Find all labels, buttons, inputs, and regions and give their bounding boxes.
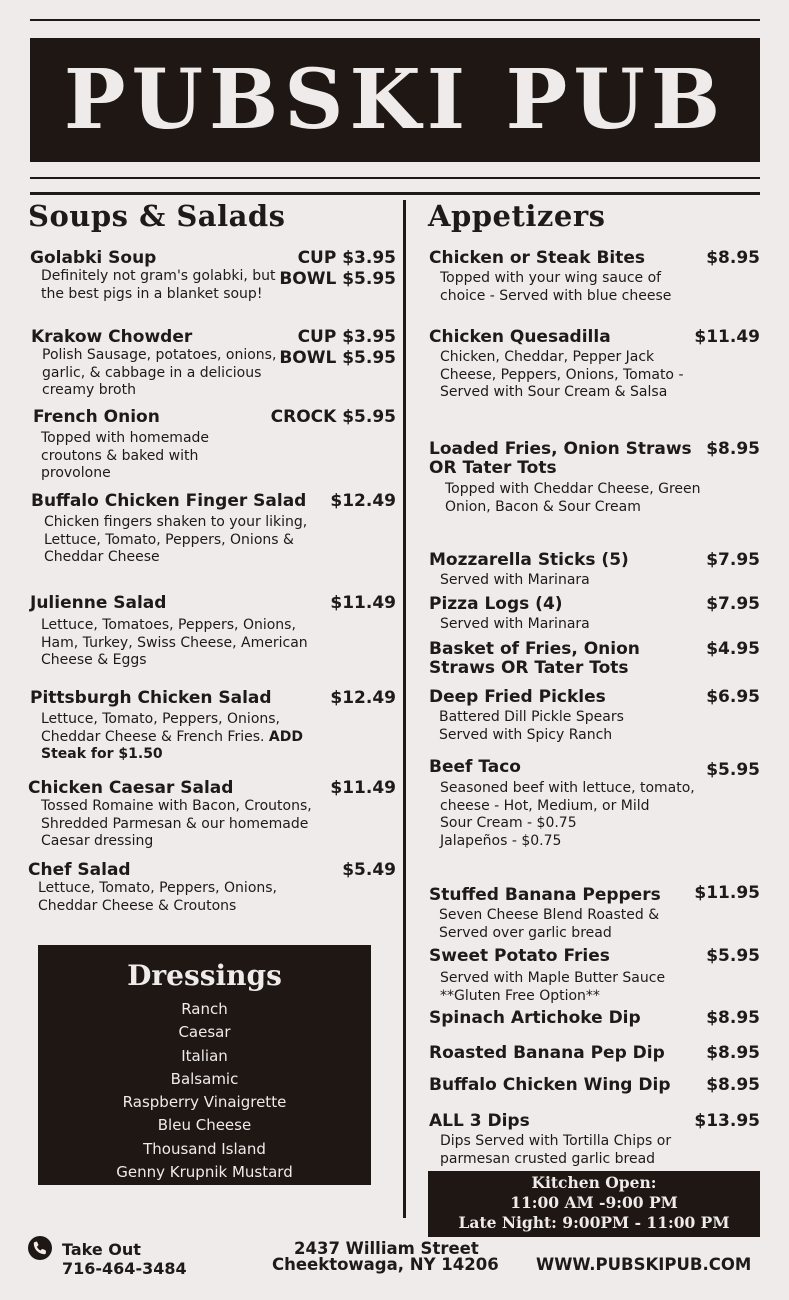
menu-item (429, 328, 760, 402)
item-price: $5.95 (706, 946, 760, 966)
item-price: $11.49 (330, 778, 396, 798)
dressing-item: Ranch (181, 1000, 228, 1018)
item-addon: ADD Steak for $1.50 (41, 728, 303, 762)
item-desc: Served with Marinara (440, 616, 590, 632)
title-banner (30, 38, 760, 162)
appetizers-heading: Appetizers (428, 199, 606, 233)
top-rule (30, 19, 760, 21)
item-desc: Dips Served with Tortilla Chips or parmesan crusted garlic bread (440, 1133, 672, 1167)
menu-item (429, 1112, 760, 1168)
item-name: Julienne Salad (30, 593, 167, 613)
kitchen-label: Kitchen Open: (531, 1173, 657, 1192)
menu-item (429, 595, 760, 634)
item-name: ALL 3 Dips (429, 1111, 530, 1131)
item-price: $8.95 (706, 1008, 760, 1028)
dressing-item: Italian (181, 1046, 228, 1065)
dressing-item: Balsamic (170, 1069, 239, 1088)
dressing-item: Genny Krupnik Mustard (116, 1163, 293, 1182)
item-name: Deep Fried Pickles (429, 687, 606, 707)
item-price-2: BOWL $5.95 (279, 269, 396, 289)
dressings-heading: Dressings (127, 959, 282, 992)
column-divider (403, 200, 406, 1218)
item-price: $5.49 (342, 860, 396, 880)
item-name: Sweet Potato Fries (429, 946, 610, 966)
item-price: $11.49 (694, 327, 760, 347)
dressing-item: Caesar (178, 1023, 231, 1042)
item-name: Pizza Logs (4) (429, 594, 563, 614)
kitchen-hours: 11:00 AM -9:00 PM (510, 1193, 678, 1212)
item-extra: **Gluten Free Option** (440, 987, 600, 1004)
item-extra: Sour Cream - $0.75 (440, 815, 577, 831)
dressing-item: Raspberry Vinaigrette (122, 1093, 287, 1112)
soups-heading: Soups & Salads (28, 199, 286, 233)
item-name: Beef Taco (429, 757, 521, 777)
item-name: Roasted Banana Pep Dip (429, 1043, 665, 1063)
address-city: Cheektowaga, NY 14206 (272, 1255, 499, 1274)
menu-item (33, 408, 396, 483)
item-price: $11.95 (694, 883, 760, 903)
dressing-item: Thousand Island (143, 1139, 266, 1158)
menu-item (429, 884, 760, 942)
item-desc: Chicken fingers shaken to your liking, Lettuce, Tomato, Peppers, Onions & Cheddar Cheese (44, 514, 308, 565)
phone-icon (28, 1236, 52, 1260)
item-name: Mozzarella Sticks (5) (429, 550, 629, 570)
item-desc: Lettuce, Tomato, Peppers, Onions, Cheddar Cheese & Croutons (38, 880, 277, 914)
item-desc: Polish Sausage, potatoes, onions, garlic, & cabbage in a delicious creamy broth (42, 347, 277, 398)
item-desc: Definitely not gram's golabki, but the best pigs in a blanket soup! (41, 268, 276, 302)
item-name: French Onion (33, 407, 160, 427)
late-night-hours: Late Night: 9:00PM - 11:00 PM (458, 1213, 730, 1232)
appetizers-section (428, 198, 764, 248)
item-name: Spinach Artichoke Dip (429, 1008, 641, 1028)
menu-item (429, 249, 760, 305)
menu-item (30, 594, 396, 670)
item-desc: Seven Cheese Blend Roasted & Served over garlic bread (439, 907, 660, 941)
menu-item (28, 779, 396, 851)
kitchen-hours-box (428, 1171, 760, 1237)
item-name: Loaded Fries, Onion Straws OR Tater Tots (429, 439, 692, 478)
item-desc: Seasoned beef with lettuce, tomato, cheese - Hot, Medium, or Mild (440, 780, 695, 814)
item-price: CUP $3.95 (297, 248, 396, 268)
item-price: $8.95 (706, 248, 760, 268)
upper-rule (30, 177, 760, 179)
item-desc: Topped with your wing sauce of choice - Served with blue cheese (440, 270, 672, 304)
item-price-2: BOWL $5.95 (279, 348, 396, 368)
menu-item (31, 492, 396, 567)
website-link[interactable]: WWW.PUBSKIPUB.COM (536, 1255, 752, 1274)
item-price: $7.95 (706, 594, 760, 614)
item-desc: Chicken, Cheddar, Pepper Jack Cheese, Peppers, Onions, Tomato - Served with Sour Cream & Salsa (440, 349, 684, 400)
item-name: Buffalo Chicken Finger Salad (31, 491, 307, 511)
item-price: $8.95 (706, 439, 760, 459)
item-extra: Jalapeños - $0.75 (440, 832, 562, 849)
menu-item (429, 551, 760, 590)
item-desc (41, 711, 316, 764)
item-name: Chef Salad (28, 860, 131, 880)
menu-item (429, 688, 760, 744)
item-name: Pittsburgh Chicken Salad (30, 688, 272, 708)
menu-item (28, 861, 396, 915)
item-price: $4.95 (706, 639, 760, 659)
page-title: PUBSKI PUB (63, 52, 727, 148)
item-desc: Tossed Romaine with Bacon, Croutons, Shredded Parmesan & our homemade Caesar dressing (41, 798, 312, 849)
item-desc-text: Lettuce, Tomato, Peppers, Onions, Cheddar Cheese & French Fries. (41, 711, 280, 745)
soups-salads-section (28, 198, 396, 248)
item-name: Krakow Chowder (31, 327, 193, 347)
menu-item (429, 640, 760, 678)
item-name: Stuffed Banana Peppers (429, 885, 661, 905)
item-desc: Served with Maple Butter Sauce (440, 970, 666, 986)
menu-item (429, 1009, 760, 1028)
item-price: CROCK $5.95 (270, 407, 396, 427)
item-desc: Lettuce, Tomatoes, Peppers, Onions, Ham, Turkey, Swiss Cheese, American Cheese & Eggs (41, 617, 308, 668)
menu-item (429, 947, 760, 1005)
item-price: $6.95 (706, 687, 760, 707)
item-price: $5.95 (706, 760, 760, 780)
item-price: $7.95 (706, 550, 760, 570)
item-name: Chicken Quesadilla (429, 327, 611, 347)
item-name: Golabki Soup (30, 248, 157, 268)
item-name: Chicken Caesar Salad (28, 778, 234, 798)
item-price: $13.95 (694, 1111, 760, 1131)
item-desc: Topped with homemade croutons & baked with provolone (41, 430, 210, 481)
item-price: $12.49 (330, 688, 396, 708)
item-price: $8.95 (706, 1075, 760, 1095)
phone-number[interactable]: 716-464-3484 (62, 1259, 187, 1278)
menu-item (429, 758, 760, 850)
address-street: 2437 William Street (294, 1239, 479, 1258)
item-price: $8.95 (706, 1043, 760, 1063)
item-name: Basket of Fries, Onion Straws OR Tater Tots (429, 639, 640, 678)
item-price: CUP $3.95 (297, 327, 396, 347)
menu-item (30, 249, 396, 303)
upper-rule-2 (30, 192, 760, 195)
dressings-box (38, 945, 371, 1185)
dressing-item: Bleu Cheese (157, 1116, 252, 1135)
menu-item (429, 440, 760, 516)
item-price: $12.49 (330, 491, 396, 511)
menu-item (429, 1076, 760, 1095)
menu-item (31, 328, 396, 400)
item-desc: Topped with Cheddar Cheese, Green Onion, Bacon & Sour Cream (445, 481, 701, 515)
menu-item (429, 1044, 760, 1063)
item-name: Chicken or Steak Bites (429, 248, 646, 268)
menu-item (30, 689, 396, 764)
item-price: $11.49 (330, 593, 396, 613)
item-name: Buffalo Chicken Wing Dip (429, 1075, 671, 1095)
takeout-label: Take Out (62, 1240, 141, 1259)
item-desc: Served with Marinara (440, 572, 590, 588)
item-desc: Battered Dill Pickle Spears Served with Spicy Ranch (439, 709, 624, 743)
